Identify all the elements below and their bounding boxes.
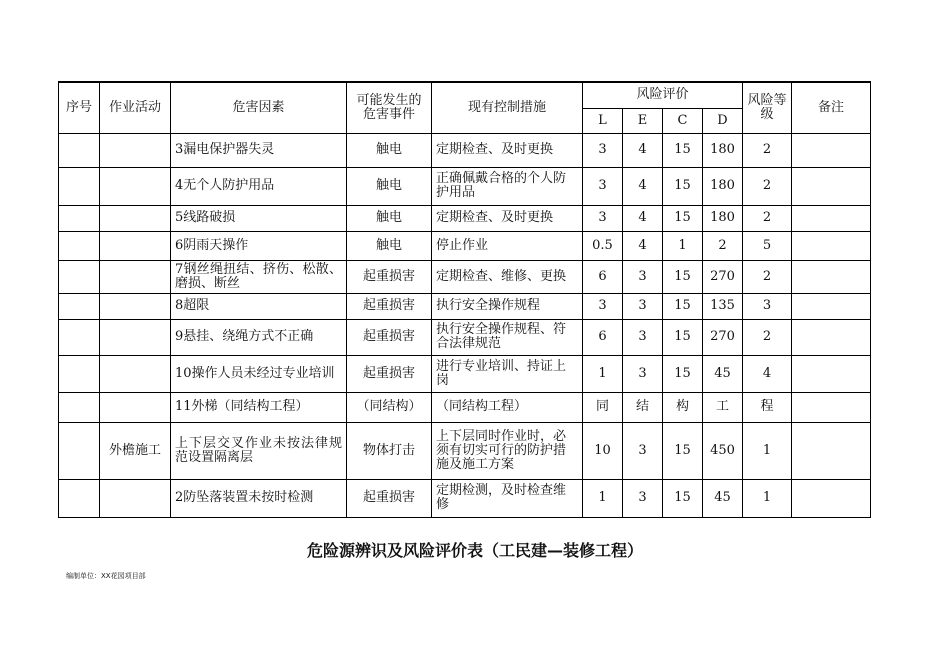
header-seq: 序号 xyxy=(59,82,100,133)
cell-d: 180 xyxy=(703,205,743,231)
table-row xyxy=(59,133,871,167)
cell-remark xyxy=(792,422,871,479)
cell-remark xyxy=(792,167,871,205)
cell-c: 15 xyxy=(663,319,703,355)
cell-control: 正确佩戴合格的个人防护用品 xyxy=(432,167,583,205)
cell-e: 结 xyxy=(623,392,663,422)
table-row xyxy=(59,293,871,319)
cell-l: 6 xyxy=(583,319,623,355)
cell-risk-level: 程 xyxy=(743,392,792,422)
cell-seq xyxy=(59,260,100,293)
cell-hazard: 9悬挂、绕绳方式不正确 xyxy=(171,319,347,355)
cell-activity xyxy=(100,293,171,319)
header-c: C xyxy=(663,108,703,133)
cell-d: 450 xyxy=(703,422,743,479)
cell-l: 0.5 xyxy=(583,231,623,260)
cell-event: 物体打击 xyxy=(347,422,432,479)
cell-activity xyxy=(100,133,171,167)
cell-l: 3 xyxy=(583,205,623,231)
table-row xyxy=(59,319,871,355)
cell-risk-level: 2 xyxy=(743,133,792,167)
cell-e: 4 xyxy=(623,205,663,231)
cell-c: 1 xyxy=(663,231,703,260)
cell-hazard: 6阴雨天操作 xyxy=(171,231,347,260)
header-e: E xyxy=(623,108,663,133)
cell-seq xyxy=(59,479,100,517)
cell-c: 构 xyxy=(663,392,703,422)
cell-c: 15 xyxy=(663,167,703,205)
cell-event: （同结构） xyxy=(347,392,432,422)
cell-event: 触电 xyxy=(347,205,432,231)
cell-seq xyxy=(59,355,100,392)
cell-d: 180 xyxy=(703,167,743,205)
cell-c: 15 xyxy=(663,205,703,231)
cell-seq xyxy=(59,231,100,260)
table-row xyxy=(59,392,871,422)
cell-control: 定期检查、及时更换 xyxy=(432,133,583,167)
cell-risk-level: 2 xyxy=(743,260,792,293)
risk-assessment-table xyxy=(58,81,871,518)
cell-l: 6 xyxy=(583,260,623,293)
cell-hazard: 3漏电保护器失灵 xyxy=(171,133,347,167)
cell-e: 3 xyxy=(623,260,663,293)
cell-control: 执行安全操作规程 xyxy=(432,293,583,319)
cell-c: 15 xyxy=(663,293,703,319)
header-event: 可能发生的危害事件 xyxy=(347,82,432,133)
cell-e: 4 xyxy=(623,133,663,167)
cell-activity xyxy=(100,355,171,392)
table-row xyxy=(59,231,871,260)
cell-d: 180 xyxy=(703,133,743,167)
table-body xyxy=(59,133,871,517)
cell-d: 2 xyxy=(703,231,743,260)
cell-risk-level: 3 xyxy=(743,293,792,319)
cell-activity: 外檐施工 xyxy=(100,422,171,479)
table-row xyxy=(59,260,871,293)
cell-remark xyxy=(792,205,871,231)
cell-e: 3 xyxy=(623,479,663,517)
cell-remark xyxy=(792,392,871,422)
cell-l: 3 xyxy=(583,167,623,205)
cell-e: 3 xyxy=(623,293,663,319)
cell-d: 270 xyxy=(703,319,743,355)
cell-c: 15 xyxy=(663,479,703,517)
cell-control: 执行安全操作规程、符合法律规范 xyxy=(432,319,583,355)
cell-activity xyxy=(100,260,171,293)
cell-activity xyxy=(100,319,171,355)
document-title: 危险源辨识及风险评价表（工民建—装修工程） xyxy=(306,541,643,560)
prepared-by-note: 编制单位：XX花园项目部 xyxy=(66,572,146,580)
cell-e: 4 xyxy=(623,231,663,260)
header-activity: 作业活动 xyxy=(100,82,171,133)
cell-risk-level: 1 xyxy=(743,479,792,517)
cell-event: 起重损害 xyxy=(347,260,432,293)
cell-seq xyxy=(59,319,100,355)
table-row xyxy=(59,422,871,479)
table-row xyxy=(59,167,871,205)
cell-hazard: 10操作人员未经过专业培训 xyxy=(171,355,347,392)
cell-risk-level: 2 xyxy=(743,205,792,231)
cell-seq xyxy=(59,422,100,479)
cell-l: 3 xyxy=(583,133,623,167)
table-row xyxy=(59,355,871,392)
cell-activity xyxy=(100,479,171,517)
header-row-1 xyxy=(59,82,871,108)
header-control: 现有控制措施 xyxy=(432,82,583,133)
cell-hazard: 11外梯（同结构工程） xyxy=(171,392,347,422)
cell-control: 上下层同时作业时，必须有切实可行的防护措施及施工方案 xyxy=(432,422,583,479)
cell-activity xyxy=(100,205,171,231)
cell-seq xyxy=(59,392,100,422)
cell-control: （同结构工程） xyxy=(432,392,583,422)
cell-seq xyxy=(59,293,100,319)
cell-d: 270 xyxy=(703,260,743,293)
cell-event: 触电 xyxy=(347,167,432,205)
cell-remark xyxy=(792,293,871,319)
cell-event: 起重损害 xyxy=(347,319,432,355)
cell-activity xyxy=(100,167,171,205)
header-l: L xyxy=(583,108,623,133)
cell-e: 3 xyxy=(623,319,663,355)
cell-c: 15 xyxy=(663,422,703,479)
cell-l: 1 xyxy=(583,355,623,392)
header-d: D xyxy=(703,108,743,133)
cell-event: 起重损害 xyxy=(347,355,432,392)
cell-c: 15 xyxy=(663,260,703,293)
cell-risk-level: 2 xyxy=(743,167,792,205)
cell-hazard: 5线路破损 xyxy=(171,205,347,231)
cell-e: 3 xyxy=(623,422,663,479)
cell-control: 定期检查、维修、更换 xyxy=(432,260,583,293)
cell-risk-level: 1 xyxy=(743,422,792,479)
cell-control: 定期检查、及时更换 xyxy=(432,205,583,231)
cell-remark xyxy=(792,133,871,167)
cell-d: 135 xyxy=(703,293,743,319)
cell-d: 工 xyxy=(703,392,743,422)
table-row xyxy=(59,479,871,517)
cell-e: 4 xyxy=(623,167,663,205)
cell-hazard: 7钢丝绳扭结、挤伤、松散、磨损、断丝 xyxy=(171,260,347,293)
cell-e: 3 xyxy=(623,355,663,392)
cell-c: 15 xyxy=(663,133,703,167)
cell-control: 进行专业培训、持证上岗 xyxy=(432,355,583,392)
cell-hazard: 4无个人防护用品 xyxy=(171,167,347,205)
cell-activity xyxy=(100,231,171,260)
cell-hazard: 上下层交叉作业未按法律规范设置隔离层 xyxy=(171,422,347,479)
cell-remark xyxy=(792,260,871,293)
cell-l: 10 xyxy=(583,422,623,479)
cell-d: 45 xyxy=(703,355,743,392)
cell-control: 定期检测，及时检查维修 xyxy=(432,479,583,517)
cell-l: 1 xyxy=(583,479,623,517)
cell-remark xyxy=(792,355,871,392)
cell-control: 停止作业 xyxy=(432,231,583,260)
header-hazard: 危害因素 xyxy=(171,82,347,133)
table-row xyxy=(59,205,871,231)
cell-l: 3 xyxy=(583,293,623,319)
cell-seq xyxy=(59,133,100,167)
cell-remark xyxy=(792,319,871,355)
cell-risk-level: 4 xyxy=(743,355,792,392)
cell-remark xyxy=(792,479,871,517)
cell-activity xyxy=(100,392,171,422)
cell-d: 45 xyxy=(703,479,743,517)
cell-remark xyxy=(792,231,871,260)
cell-c: 15 xyxy=(663,355,703,392)
header-remark: 备注 xyxy=(792,82,871,133)
cell-l: 同 xyxy=(583,392,623,422)
cell-event: 起重损害 xyxy=(347,293,432,319)
cell-risk-level: 5 xyxy=(743,231,792,260)
cell-seq xyxy=(59,167,100,205)
cell-hazard: 2防坠落装置未按时检测 xyxy=(171,479,347,517)
cell-hazard: 8超限 xyxy=(171,293,347,319)
cell-event: 触电 xyxy=(347,133,432,167)
header-risk-evaluation: 风险评价 xyxy=(583,82,743,108)
cell-seq xyxy=(59,205,100,231)
cell-event: 起重损害 xyxy=(347,479,432,517)
cell-risk-level: 2 xyxy=(743,319,792,355)
header-risk-level: 风险等级 xyxy=(743,82,792,133)
cell-event: 触电 xyxy=(347,231,432,260)
